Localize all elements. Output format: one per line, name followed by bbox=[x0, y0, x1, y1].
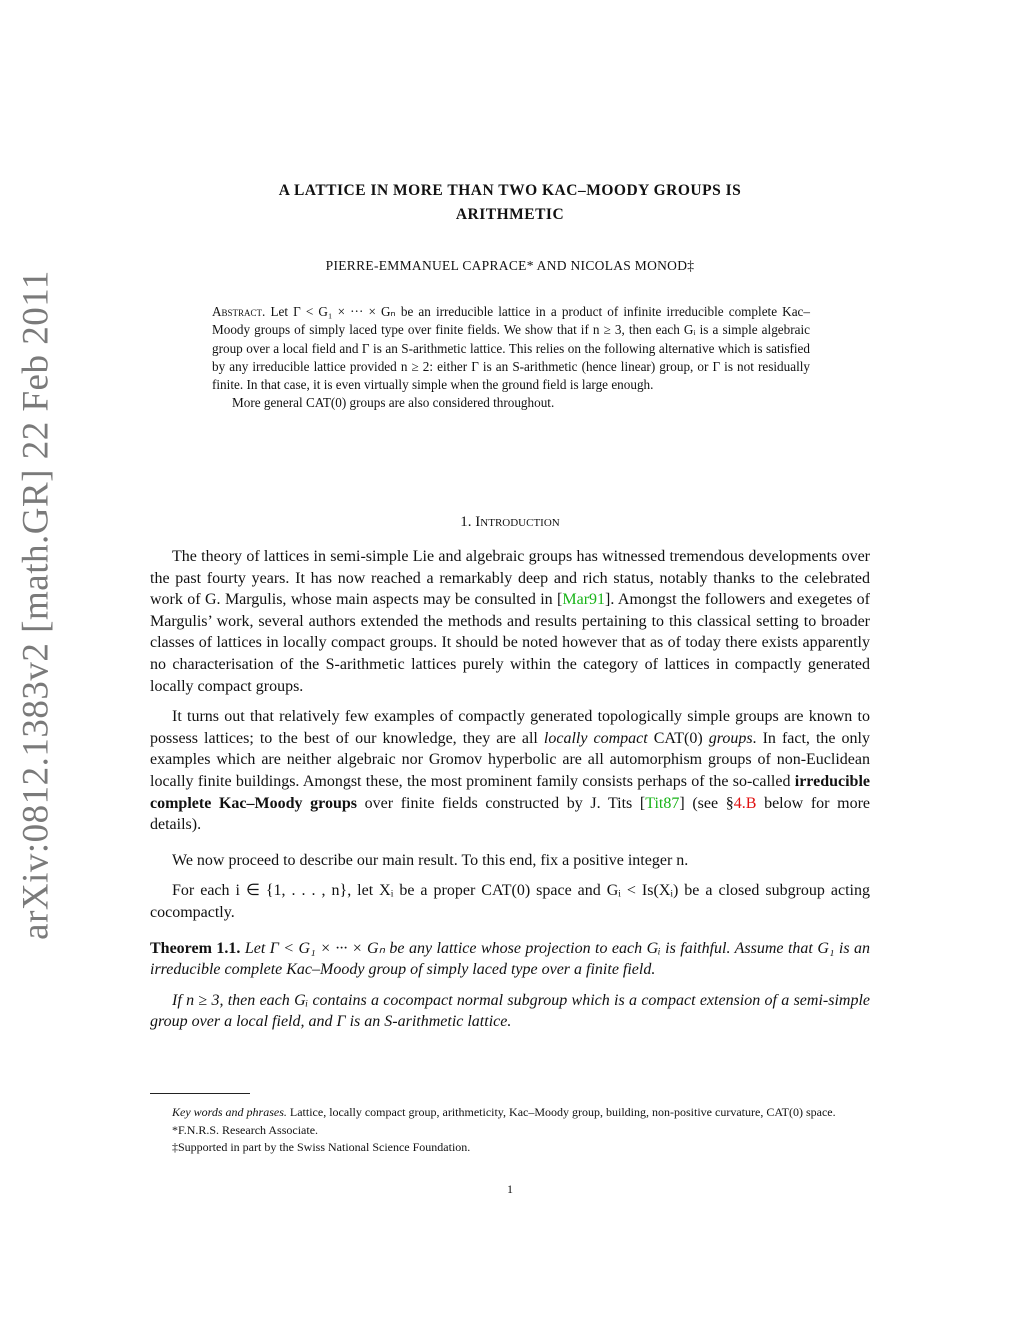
section-ref-link-4b[interactable]: 4.B bbox=[733, 794, 757, 812]
citation-link-mar91[interactable]: Mar91 bbox=[562, 591, 606, 609]
intro-paragraph-3: We now proceed to describe our main result. To this end, fix a positive integer n. bbox=[172, 851, 689, 869]
key-term: irreducible complete Kac–Moody groups bbox=[150, 772, 870, 812]
footnote-snsf: ‡Supported in part by the Swiss National Science Foundation. bbox=[172, 1140, 471, 1154]
footnote-fnrs: *F.N.R.S. Research Associate. bbox=[172, 1122, 319, 1137]
paper-title-line-2: ARITHMETIC bbox=[455, 206, 565, 223]
abstract-sentence-2: We show that if n ≥ 3, then each Gᵢ is a simple algebraic group over a local field and Γ is an S-arithmetic lattice. bbox=[212, 322, 810, 356]
theorem-statement-2: If n ≥ 3, then each Gᵢ contains a cocompact normal subgroup which is a compact extension of a semi-simple group over a local field, and Γ is an S-arithmetic lattice. bbox=[150, 991, 870, 1031]
section-number: 1. bbox=[460, 514, 472, 530]
theorem-1-1 bbox=[150, 938, 870, 981]
footnotes bbox=[150, 1104, 870, 1157]
citation-link-tit87[interactable]: Tit87 bbox=[645, 794, 680, 812]
theorem-statement-1: Let Γ < G₁ × ··· × Gₙ be any lattice whose projection to each Gᵢ is faithful. Assume that G₁ is an irreducible complete Kac–Moody group of simply laced type over a finite field. bbox=[150, 939, 871, 979]
abstract-sentence-4: In that case, it is even virtually simple when the ground field is large enough. bbox=[246, 377, 654, 393]
abstract-paragraph-2: More general CAT(0) groups are also considered throughout. bbox=[232, 395, 555, 411]
page-number: 1 bbox=[507, 1182, 513, 1196]
arxiv-sidebar-stamp bbox=[8, 270, 64, 940]
section-heading bbox=[150, 514, 870, 531]
author-line: PIERRE-EMMANUEL CAPRACE* AND NICOLAS MONOD‡ bbox=[325, 258, 695, 273]
footnote-rule bbox=[150, 1093, 250, 1094]
section-title: Introduction bbox=[475, 514, 560, 530]
abstract-sentence-3: This relies on the following alternative which is satisfied by any irreducible lattice provided n ≥ 2: either Γ is an S-arithmetic (hence linear) group, or Γ is not residually finite. bbox=[212, 340, 811, 393]
keywords-label: Key words and phrases. bbox=[172, 1105, 287, 1119]
abstract-sentence-1: Let Γ < G₁ × ··· × Gₙ be an irreducible lattice in a product of infinite irreducible complete Kac–Moody groups of simply laced type over finite fields. bbox=[212, 304, 810, 338]
intro-paragraph-4: For each i ∈ {1, . . . , n}, let Xᵢ be a proper CAT(0) space and Gᵢ < Is(Xᵢ) be a closed subgroup acting cocompactly. bbox=[150, 882, 870, 921]
intro-paragraph-1: The theory of lattices in semi-simple Lie and algebraic groups has witnessed tremendous developments over the past fourty years. It has now reached a remarkably deep and rich status, notably thanks to the celebrated work of G. Margulis, whose main aspects may be consulted in [Mar91]. Amongst the followers and exegetes of Margulis’ work, several authors extended the methods and results pertaining to this classical setting to broader classes of lattices in locally compact groups. It should be noted however that as of today there exists apparently no characterisation of the S-arithmetic lattices purely within the category of lattices in compactly generated locally compact groups. bbox=[150, 548, 870, 695]
theorem-label: Theorem 1.1. bbox=[150, 939, 241, 957]
intro-paragraph-2: It turns out that relatively few examples of compactly generated topologically simple groups are known to possess lattices; to the best of our knowledge, they are all locally compact CAT(0) groups. In fact, the only examples which are neither algebraic nor Gromov hyperbolic are all automorphism groups of non-Euclidean locally finite buildings. Amongst these, the most prominent family consists perhaps of the so-called irreducible complete Kac–Moody groups over finite fields constructed by J. Tits [Tit87] (see §4.B below for more details). bbox=[150, 708, 871, 834]
paper-title-line-1: A LATTICE IN MORE THAN TWO KAC–MOODY GROUPS IS bbox=[278, 182, 742, 199]
abstract-label: Abstract. bbox=[212, 304, 266, 319]
keywords: Lattice, locally compact group, arithmeticity, Kac–Moody group, building, non-positive curvature, CAT(0) space. bbox=[286, 1105, 836, 1119]
arxiv-identifier: arXiv:0812.1383v2 [math.GR] 22 Feb 2011 bbox=[15, 270, 57, 940]
introduction-body bbox=[150, 546, 870, 1042]
abstract bbox=[212, 303, 810, 413]
